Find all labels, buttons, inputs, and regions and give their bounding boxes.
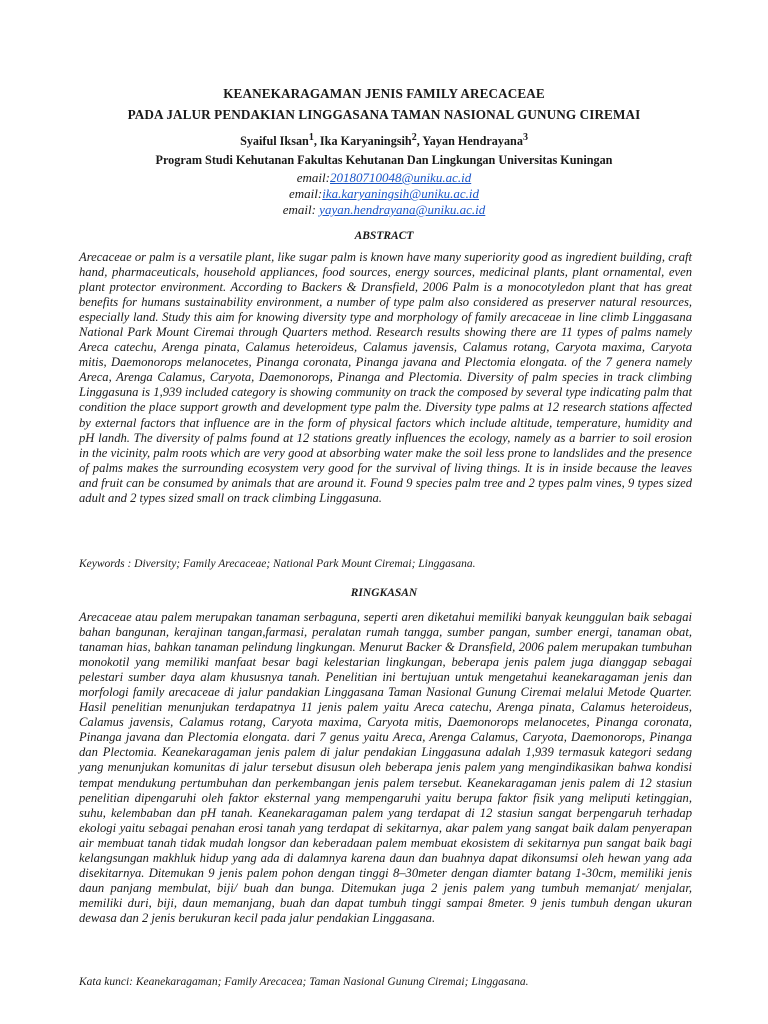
- email-line: [0, 186, 768, 202]
- author-name: Ika Karyaningsih: [319, 134, 412, 148]
- kata-kunci: Kata kunci: Keanekaragaman; Family Arecacea; Taman Nasional Gunung Ciremai; Linggasana.: [79, 976, 529, 988]
- email-label: email:: [289, 186, 323, 201]
- email-link[interactable]: 20180710048@uniku.ac.id: [329, 170, 472, 185]
- keywords: Keywords : Diversity; Family Arecaceae; National Park Mount Ciremai; Linggasana.: [79, 558, 476, 570]
- author-separator: ,: [416, 134, 423, 148]
- author-name: Syaiful Iksan: [240, 134, 309, 148]
- email-link[interactable]: yayan.hendrayana@uniku.ac.id: [319, 202, 486, 217]
- abstract-body: Arecaceae or palm is a versatile plant, like sugar palm is known have many superiority good as ingredient building, craft hand, pharmaceuticals, household appliances, food sources, energy sources, medicinal plants, plant ornamental, even plant protector environment. According to Backers & Dransfield, 2006 Palm is a monocotyledon plant that has great benefits for humans sustainability environment, a number of type palm also considered as preserver natural resources, especially land. Study this aim for knowing diversity type and morphology of family arecaceae in line climb Linggasana National Park Mount Ciremai through Quarters method. Research results showing there are 11 types of palms namely Areca catechu, Arenga pinata, Calamus heteroideus, Calamus javensis, Calamus rotang, Caryota maxima, Caryota mitis, Daemonorops melanocetes, Pinanga coronata, Pinanga javana and Plectomia elongata. of the 7 genera namely Areca, Arenga Calamus, Caryota, Daemonorops, Pinanga and Plectomia. Diversity of palm species in track climbing Linggasuna is 1,939 included category is showing community on track the composed by several type indicating palm that condition the place support growth and development type palm the. Diversity type palms at 12 research stations affected by external factors that influence are in the form of physical factors which include altitude, temperature, humidity and pH landh. The diversity of palms found at 12 stations greatly influences the ecology, namely as a barrier to soil erosion in the vicinity, palm roots which are very good at absorbing water make the soil less prone to landslides and the presence of palms makes the surrounding ecosystem very good for the survival of living things. It is in inside because the leaves and fruit can be consumed by animals that are around it. Found 9 species palm tree and 2 types palm vines, 9 types sized adult and 2 types sized small on track climbing Linggasuna.: [79, 250, 692, 505]
- email-link[interactable]: ika.karyaningsih@uniku.ac.id: [322, 186, 479, 201]
- author-name: Yayan Hendrayana: [422, 134, 523, 148]
- email-label: email:: [296, 170, 330, 185]
- author-superscript: 2: [411, 132, 417, 143]
- author-superscript: 1: [308, 132, 314, 143]
- ringkasan-heading: RINGKASAN: [350, 587, 418, 599]
- email-line: [0, 202, 768, 218]
- email-label: email:: [282, 202, 320, 217]
- email-line: [0, 170, 768, 186]
- abstract-heading: ABSTRACT: [354, 230, 414, 242]
- title-line-1: KEANEKARAGAMAN JENIS FAMILY ARECACEAE: [223, 86, 545, 101]
- author-separator: ,: [313, 134, 320, 148]
- affiliation: Program Studi Kehutanan Fakultas Kehutanan Dan Lingkungan Universitas Kuningan: [155, 153, 613, 167]
- author-superscript: 3: [522, 132, 528, 143]
- title-line-2: PADA JALUR PENDAKIAN LINGGASANA TAMAN NASIONAL GUNUNG CIREMAI: [127, 107, 641, 122]
- ringkasan-body: Arecaceae atau palem merupakan tanaman serbaguna, seperti aren diketahui memiliki banyak keunggulan baik sebagai bahan bangunan, kerajinan tangan,farmasi, peralatan rumah tangga, sumber pangan, sumber energi, tanaman obat, tanaman hias, bahkan tanaman pelindung lingkungan. Menurut Backer & Dransfield, 2006 palem merupakan tumbuhan monokotil yang memiliki manfaat besar bagi kelestarian lingkungan, beberapa jenis palem juga dianggap sebagai pelestari sumber daya alam khususnya tanah. Penelitian ini bertujuan untuk mengetahui keanekaragaman jenis dan morfologi family arecaceae di jalur pandakian Linggasana Taman Nasional Gunung Ciremai melalui Metode Quarter. Hasil penelitian menunjukan terdapatnya 11 jenis palem yaitu Areca catechu, Arenga pinata, Calamus heteroideus, Calamus javensis, Calamus rotang, Caryota maxima, Caryota mitis, Daemonorops melanocetes, Pinanga coronata, Pinanga javana dan Plectomia elongata. dari 7 genus yaitu Areca, Arenga Calamus, Caryota, Daemonorops, Pinanga dan Plectomia. Keanekaragaman jenis palem di jalur pendakian Linggasuna adalah 1,939 termasuk kategori sedang yang menunjukan komunitas di jalur tersebut disusun oleh beberapa jenis palem yang mengindikasikan bahwa kondisi tempat mendukung pertumbuhan dan perkembangan jenis palem tersebut. Keanekaragaman jenis palem di 12 stasiun penelitian dipengaruhi oleh faktor eksternal yang mempengaruhi yaitu berupa faktor fisik yang meliputi ketinggian, suhu, kelembaban dan pH tanah. Keanekaragaman palem yang terdapat di 12 stasiun sangat berpengaruh terhadap ekologi yaitu sebagai penahan erosi tanah yang terdapat di sekitarnya, akar palem yang sangat baik dalam penyerapan air membuat tanah tidak mudah longsor dan keberadaan palem membuat ekosistem di sekitarnya pun sangat baik bagi kelangsungan makhluk hidup yang ada di dalamnya karena daun dan buahnya dapat dikonsumsi oleh hewan yang ada disekitarnya. Ditemukan 9 jenis palem pohon dengan tinggi 8–30meter dengan diamter batang 1-30cm, memiliki jenis daun panjang membulat, biji/ buah dan bunga. Ditemukan juga 2 jenis palem yang tumbuh memanjat/ menjalar, memiliki duri, biji, daun memanjang, buah dan dapat tumbuh tinggi sampai 8meter. 9 jenis tumbuh dengan ukuran dewasa dan 2 jenis berukuran kecil pada jalur pendakian Linggasana.: [79, 610, 692, 925]
- author-list: [0, 134, 768, 149]
